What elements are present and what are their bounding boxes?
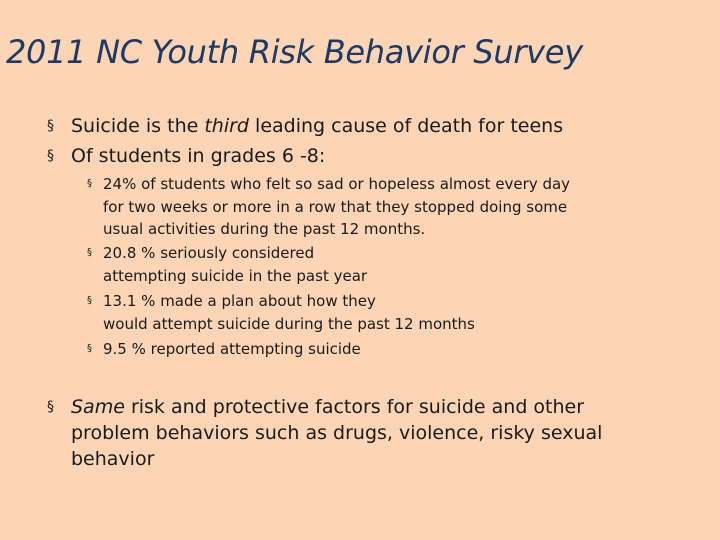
- bullet-text-emphasis: Same: [71, 396, 125, 418]
- bullet-text-part: Suicide is the: [71, 115, 205, 137]
- sub-bullet-line: 24% of students who felt so sad or hopeless almost every day: [103, 175, 571, 193]
- sub-bullet-text: [103, 242, 623, 287]
- bullet-text-emphasis: third: [204, 115, 249, 137]
- sub-bullet-marker: §: [87, 178, 92, 189]
- sub-bullet-marker: §: [87, 247, 92, 258]
- bullet-marker: §: [47, 118, 54, 134]
- sub-bullet-text: 9.5 % reported attempting suicide: [103, 340, 361, 358]
- bullet-line: behavior: [71, 448, 155, 470]
- sub-bullet-line: would attempt suicide during the past 12 months: [103, 314, 475, 333]
- bullet-text: [71, 113, 631, 139]
- sub-bullet-text: [103, 290, 623, 335]
- bullet-line: [71, 394, 631, 420]
- bullet-marker: §: [47, 399, 54, 415]
- slide-title: 2011 NC Youth Risk Behavior Survey: [6, 33, 583, 71]
- bullet-marker: §: [47, 148, 54, 164]
- sub-bullet-marker: §: [87, 343, 92, 354]
- bullet-text-part: risk and protective factors for suicide and other: [124, 396, 585, 418]
- sub-bullet-line: 13.1 % made a plan about how they: [103, 292, 376, 310]
- sub-bullet-marker: §: [87, 295, 92, 306]
- sub-bullet-text: [103, 173, 623, 241]
- bullet-text-part: leading cause of death for teens: [249, 115, 564, 137]
- bullet-text: Of students in grades 6 -8:: [71, 145, 326, 167]
- sub-bullet-line: usual activities during the past 12 months.: [103, 220, 426, 238]
- sub-bullet-line: attempting suicide in the past year: [103, 266, 368, 285]
- sub-bullet-line: 20.8 % seriously considered: [103, 244, 315, 262]
- bullet-line: problem behaviors such as drugs, violence, risky sexual: [71, 422, 603, 444]
- bullet-text: [71, 394, 631, 472]
- sub-bullet-line: for two weeks or more in a row that they stopped doing some: [103, 197, 568, 216]
